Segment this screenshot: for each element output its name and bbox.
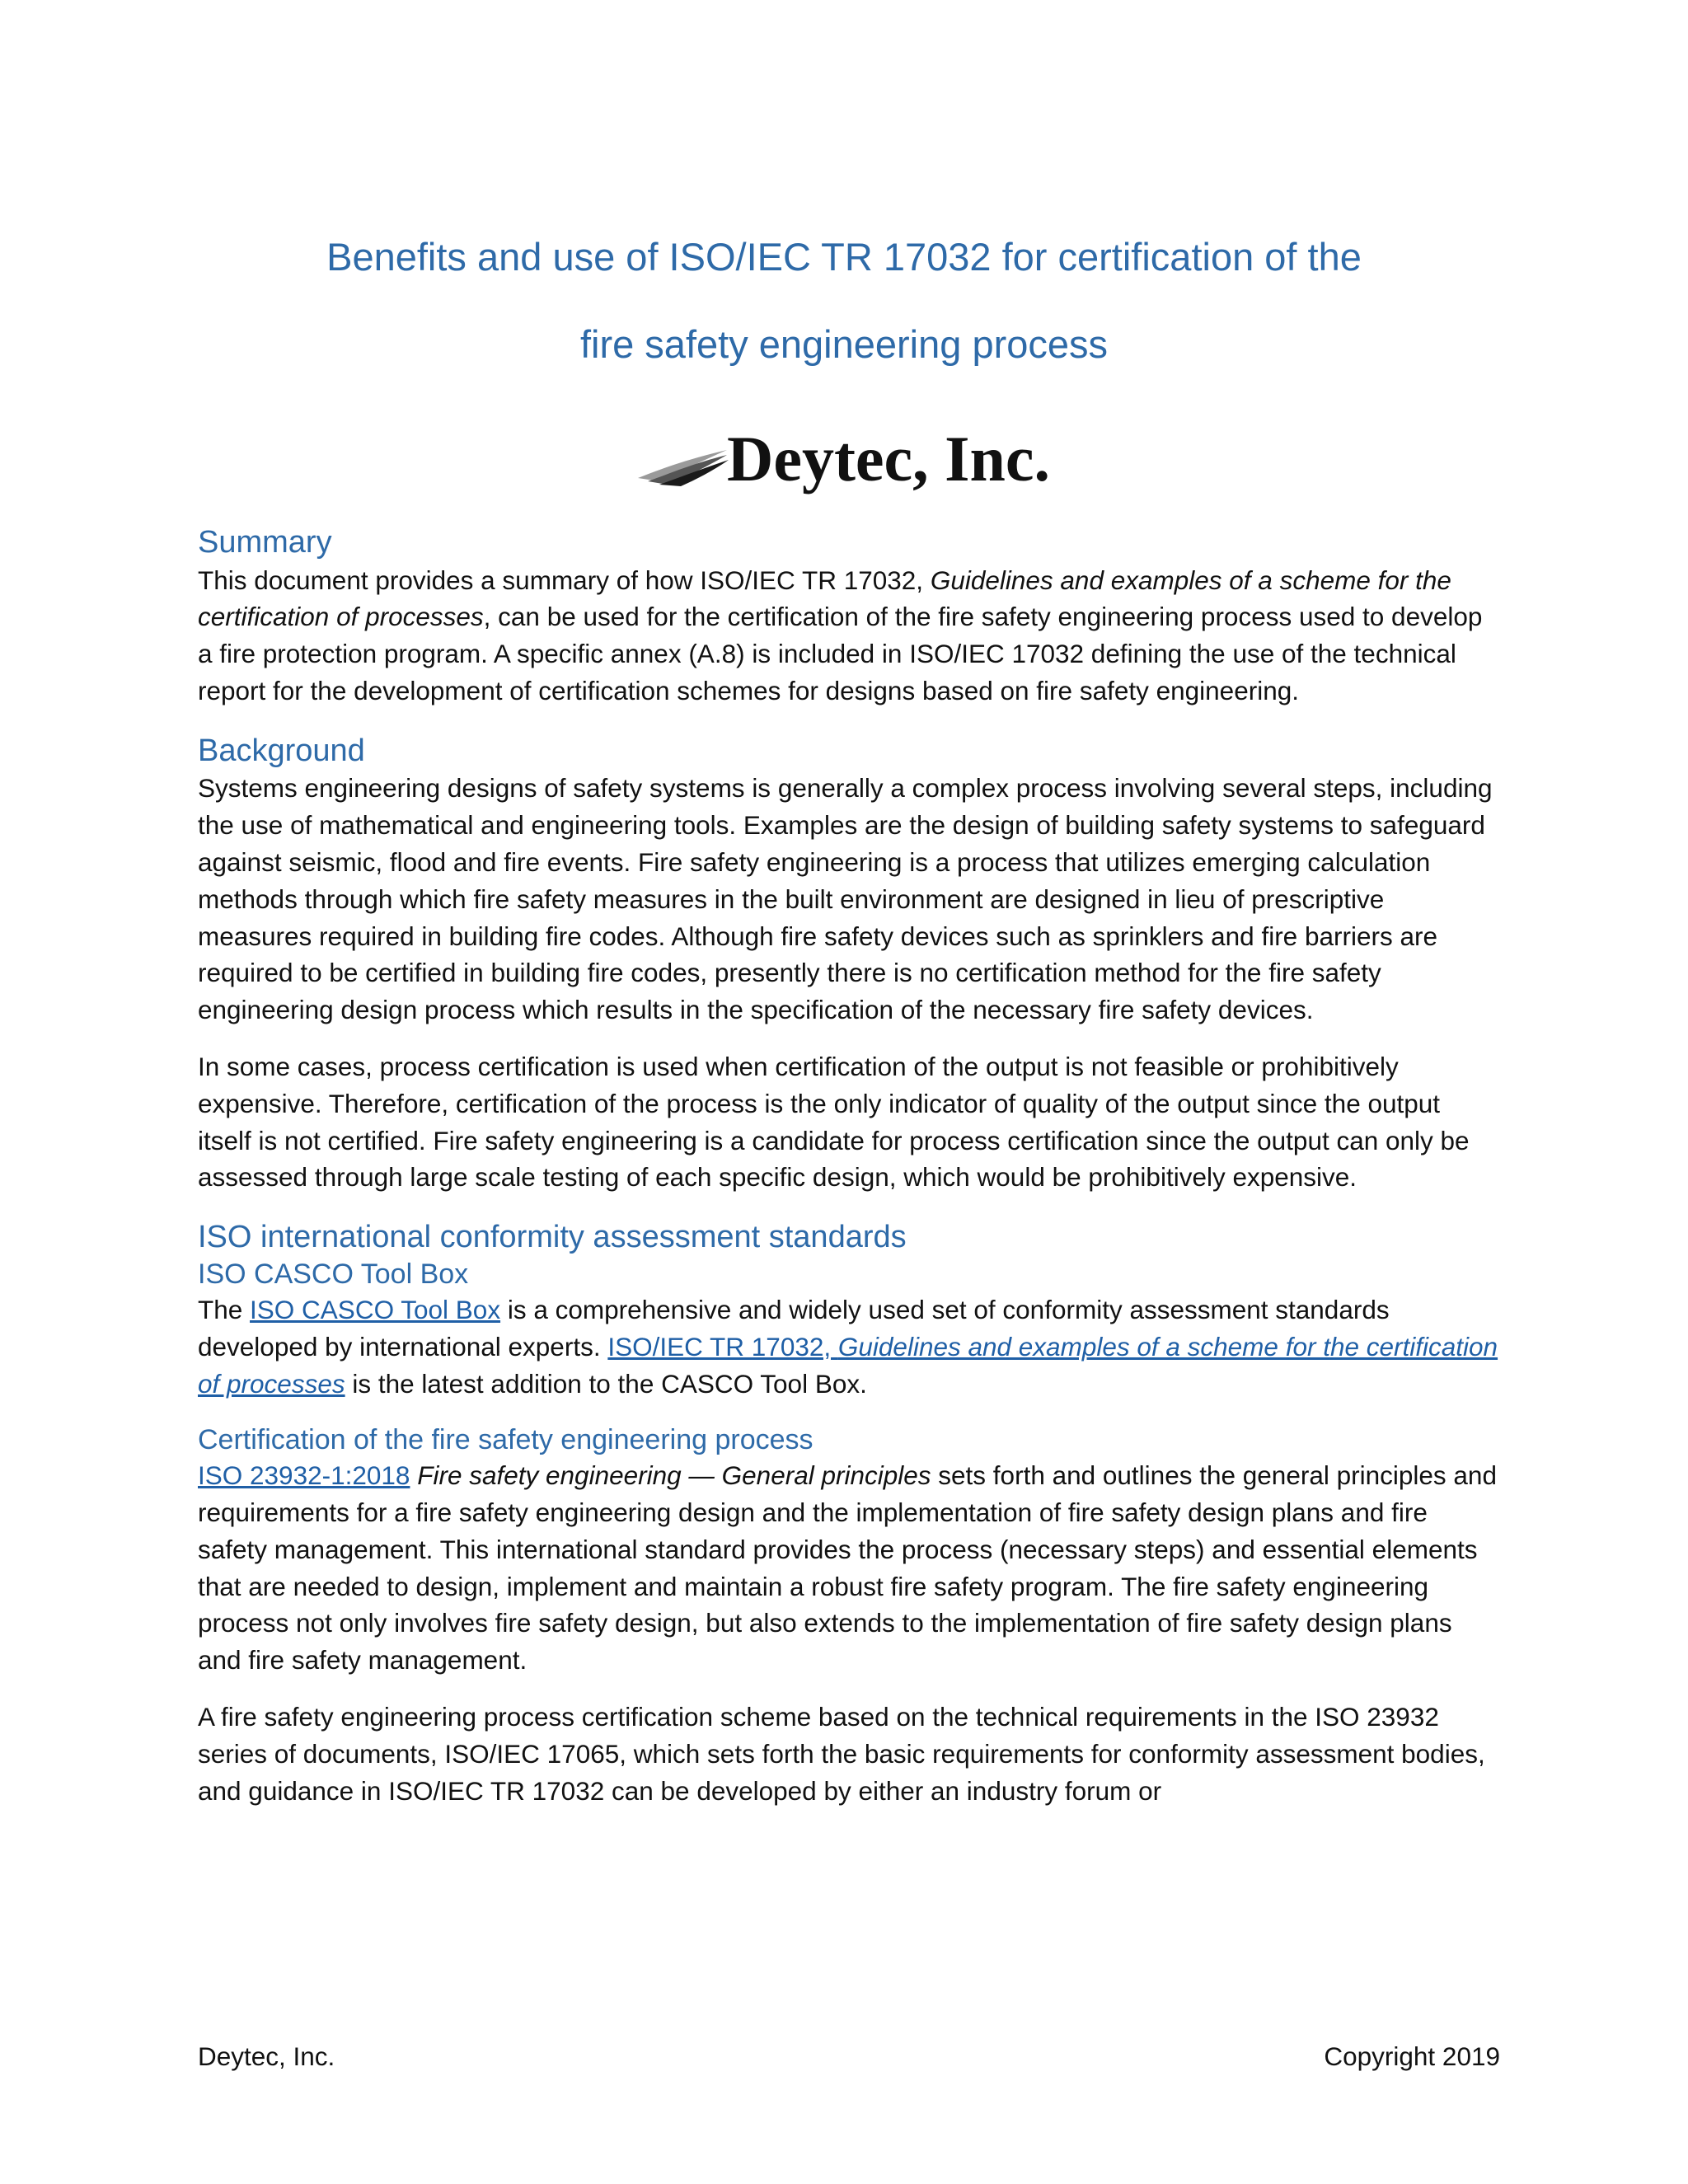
- iso-standards-heading: ISO international conformity assessment standards: [198, 1220, 907, 1255]
- casco-paragraph: [198, 1291, 1500, 1402]
- footer-company: Deytec, Inc.: [198, 2041, 335, 2071]
- iso-17032-link-italic: Guidelines and examples of a scheme for the certification of processes: [198, 1332, 1498, 1399]
- casco-text-2: is a comprehensive and widely used set of conformity assessment standards developed by international experts.: [198, 1295, 1390, 1362]
- casco-text-1: The: [198, 1295, 251, 1325]
- logo-wordmark: Deytec, Inc.: [727, 423, 1051, 494]
- document-title-line-1: Benefits and use of ISO/IEC TR 17032 for certification of the: [326, 235, 1362, 279]
- document-body: [198, 524, 1500, 1809]
- iso-17032-link-text: ISO/IEC TR 17032,: [607, 1332, 838, 1362]
- casco-toolbox-link[interactable]: ISO CASCO Tool Box: [250, 1295, 501, 1325]
- certification-text: sets forth and outlines the general principles and requirements for a fire safety engineering design and the implementation of fire safety design plans and fire safety management. This international standard provides the process (necessary steps) and essential elements that are needed to design, implement and maintain a robust fire safety program. The fire safety engineering process not only involves fire safety design, but also extends to the implementation of fire safety design plans and fire safety management.: [198, 1460, 1497, 1675]
- document-title-line-2: fire safety engineering process: [579, 322, 1109, 366]
- casco-heading: ISO CASCO Tool Box: [198, 1258, 469, 1290]
- company-logo: [635, 422, 1063, 504]
- summary-heading: Summary: [198, 525, 332, 560]
- certification-italic: Fire safety engineering — General principles: [417, 1460, 931, 1491]
- background-paragraph-1: Systems engineering designs of safety systems is generally a complex process involving several steps, including the use of mathematical and engineering tools. Examples are the design of building safety systems to safeguard against seismic, flood and fire events. Fire safety engineering is a process that utilizes emerging calculation methods through which fire safety measures in the built environment are designed in lieu of prescriptive measures required in building fire codes. Although fire safety devices such as sprinklers and fire barriers are required to be certified in building fire codes, presently there is no certification method for the fire safety engineering design process which results in the specification of the necessary fire safety devices.: [198, 773, 1493, 1025]
- certification-paragraph-1: [198, 1457, 1500, 1679]
- certification-paragraph-2: A fire safety engineering process certification scheme based on the technical requirements in the ISO 23932 series of documents, ISO/IEC 17065, which sets forth the basic requirements for conformity assessment bodies, and guidance in ISO/IEC TR 17032 can be developed by either an industry forum or: [198, 1701, 1485, 1806]
- background-heading: Background: [198, 733, 365, 768]
- footer-copyright: Copyright 2019: [1324, 2041, 1500, 2071]
- summary-text-b: , can be used for the certification of the fire safety engineering process used to develop a fire protection program. A specific annex (A.8) is included in ISO/IEC 17032 defining the use of the technical report for the development of certification schemes for designs based on fire safety engineering.: [198, 602, 1483, 705]
- summary-text-italic: Guidelines and examples of a scheme for the certification of processes: [198, 565, 1451, 632]
- iso-23932-link[interactable]: ISO 23932-1:2018: [198, 1460, 410, 1491]
- casco-text-3: is the latest addition to the CASCO Tool Box.: [345, 1368, 867, 1399]
- summary-text-a: This document provides a summary of how ISO/IEC TR 17032,: [198, 565, 931, 595]
- summary-paragraph: [198, 562, 1500, 710]
- swoosh-icon: [635, 445, 730, 486]
- background-paragraph-2: In some cases, process certification is used when certification of the output is not feasible or prohibitively expensive. Therefore, certification of the process is the only indicator of quality of the output since the output itself is not certified. Fire safety engineering is a candidate for process certification since the output can only be assessed through large scale testing of each specific design, which would be prohibitively expensive.: [198, 1051, 1470, 1193]
- certification-heading: Certification of the fire safety engineering process: [198, 1423, 814, 1455]
- certification-space: [410, 1460, 417, 1490]
